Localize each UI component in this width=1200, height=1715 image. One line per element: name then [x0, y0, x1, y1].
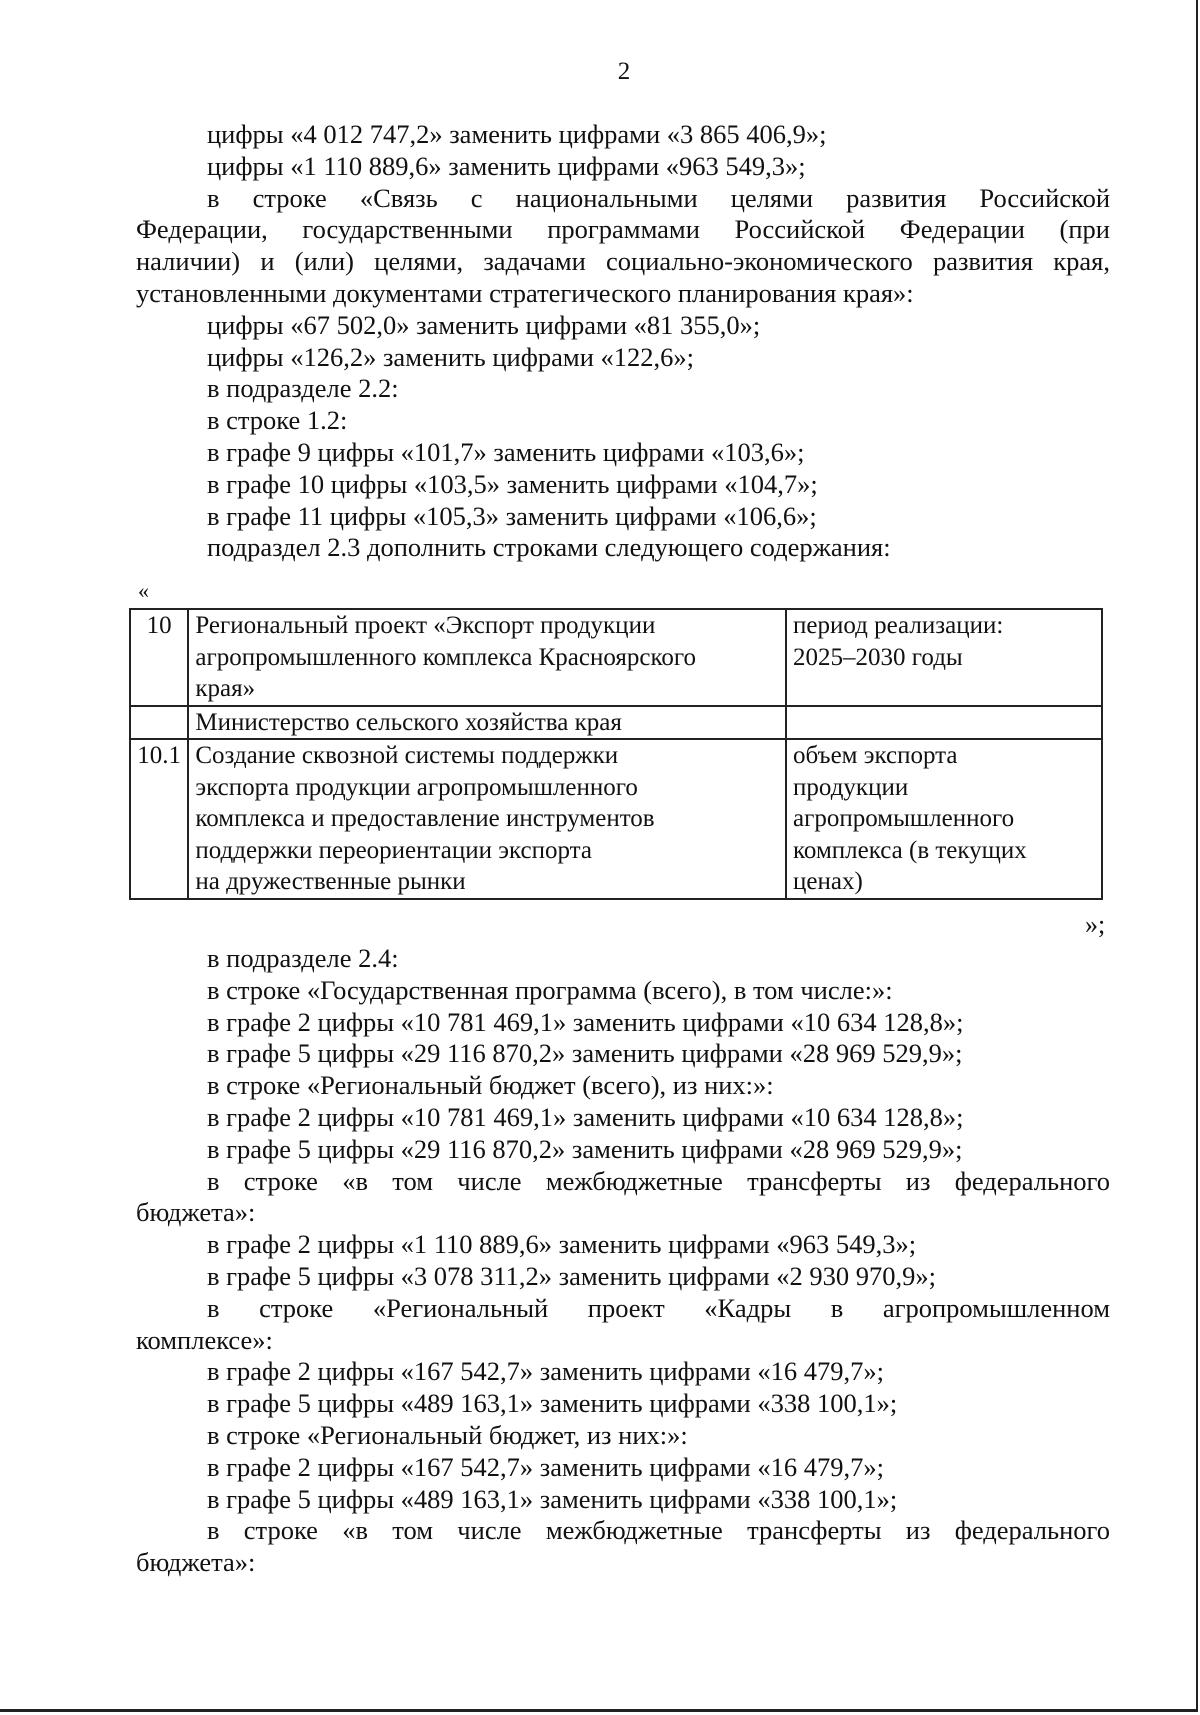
text-line: цифры «1 110 889,6» заменить цифрами «963 549,3»; — [207, 150, 806, 181]
text-line: в подразделе 2.4: — [207, 943, 399, 973]
text-line: бюджета»: — [136, 1197, 256, 1228]
text-line: в графе 2 цифры «10 781 469,1» заменить цифрами «10 634 128,8»; — [207, 1102, 964, 1132]
project-name-cell — [188, 609, 786, 706]
text-line: цифры «126,2» заменить цифрами «122,6»; — [207, 341, 694, 372]
cell-text: агропромышленного комплекса Красноярского — [195, 643, 697, 671]
text-line: бюджета»: — [136, 1547, 256, 1578]
indicator-cell — [786, 739, 1102, 899]
cell-text: Создание сквозной системы поддержки — [195, 742, 619, 769]
text-line: в графе 2 цифры «10 781 469,1» заменить цифрами «10 634 128,8»; — [207, 1006, 964, 1037]
cell-text: объем экспорта — [793, 742, 958, 769]
text-line: в графе 5 цифры «489 163,1» заменить цифрами «338 100,1»; — [207, 1388, 898, 1419]
cell-text: продукции — [793, 773, 909, 801]
text-line: в строке «в том числе межбюджетные трансферты из федерального — [207, 1165, 1110, 1196]
table-row — [130, 609, 1102, 706]
text-line: в графе 5 цифры «29 116 870,2» заменить цифрами «28 969 529,9»; — [207, 1038, 963, 1069]
text-line: в строке «Государственная программа (всего), в том числе:»: — [207, 974, 893, 1005]
text-line: в графе 9 цифры «101,7» заменить цифрами «103,6»; — [207, 437, 805, 467]
indicator-cell — [786, 706, 1102, 740]
table-row — [130, 739, 1102, 899]
text-line: в строке «Региональный бюджет (всего), из них:»: — [207, 1070, 774, 1101]
text-line: в строке «Региональный бюджет, из них:»: — [207, 1420, 688, 1450]
cell-text: Региональный проект «Экспорт продукции — [195, 612, 656, 639]
cell-text: экспорта продукции агропромышленного — [195, 773, 638, 801]
indicator-cell — [786, 609, 1102, 706]
cell-text: на дружественные рынки — [195, 868, 466, 895]
responsible-ministry-cell — [188, 706, 786, 740]
page-number: 2 — [617, 58, 631, 85]
text-line: в строке «Связь с национальными целями развития Российской — [207, 182, 1110, 213]
text-line: в графе 5 цифры «3 078 311,2» заменить цифрами «2 930 970,9»; — [207, 1261, 936, 1291]
text-line: в строке «в том числе межбюджетные трансферты из федерального — [207, 1515, 1110, 1546]
cell-text: агропромышленного — [793, 805, 1015, 832]
task-name-cell — [188, 739, 786, 899]
text-line: в строке 1.2: — [207, 405, 348, 436]
text-line: цифры «4 012 747,2» заменить цифрами «3 865 406,9»; — [207, 119, 827, 149]
cell-text: Министерство сельского хозяйства края — [195, 708, 622, 736]
cell-text: 2025–2030 годы — [793, 643, 963, 671]
cell-text: период реализации: — [793, 612, 1004, 639]
cell-text: края» — [195, 675, 256, 702]
text-line: подраздел 2.3 дополнить строками следующего содержания: — [207, 532, 891, 563]
text-line: в подразделе 2.2: — [207, 373, 399, 404]
row-number: 10 — [130, 609, 188, 706]
text-line: в графе 2 цифры «167 542,7» заменить цифрами «16 479,7»; — [207, 1356, 884, 1387]
cell-text: комплекса (в текущих — [793, 836, 1027, 864]
text-line: в графе 5 цифры «489 163,1» заменить цифрами «338 100,1»; — [207, 1483, 898, 1514]
amendment-table — [129, 608, 1103, 900]
table-row — [130, 706, 1102, 740]
text-line: комплексе»: — [136, 1324, 273, 1355]
text-line: в графе 2 цифры «1 110 889,6» заменить цифрами «963 549,3»; — [207, 1229, 917, 1260]
closing-quote: »; — [1085, 910, 1106, 939]
cell-text: ценах) — [793, 868, 863, 895]
text-line: в графе 10 цифры «103,5» заменить цифрами «104,7»; — [207, 468, 818, 499]
cell-text: поддержки переориентации экспорта — [195, 836, 592, 864]
opening-quote: « — [138, 578, 149, 603]
text-line: в графе 2 цифры «167 542,7» заменить цифрами «16 479,7»; — [207, 1451, 884, 1482]
text-line: в строке «Региональный проект «Кадры в агропромышленном — [207, 1292, 1110, 1323]
text-line: наличии) и (или) целями, задачами социально-экономического развития края, — [136, 246, 1110, 277]
cell-text: комплекса и предоставление инструментов — [195, 805, 655, 832]
text-line: в графе 5 цифры «29 116 870,2» заменить цифрами «28 969 529,9»; — [207, 1133, 963, 1164]
text-line: цифры «67 502,0» заменить цифрами «81 355,0»; — [207, 309, 761, 340]
row-number: 10.1 — [130, 739, 188, 899]
text-line: Федерации, государственными программами Российской Федерации (при — [136, 214, 1110, 245]
row-number — [130, 706, 188, 740]
text-line: установленными документами стратегического планирования края»: — [136, 278, 914, 308]
text-line: в графе 11 цифры «105,3» заменить цифрами «106,6»; — [207, 500, 817, 531]
